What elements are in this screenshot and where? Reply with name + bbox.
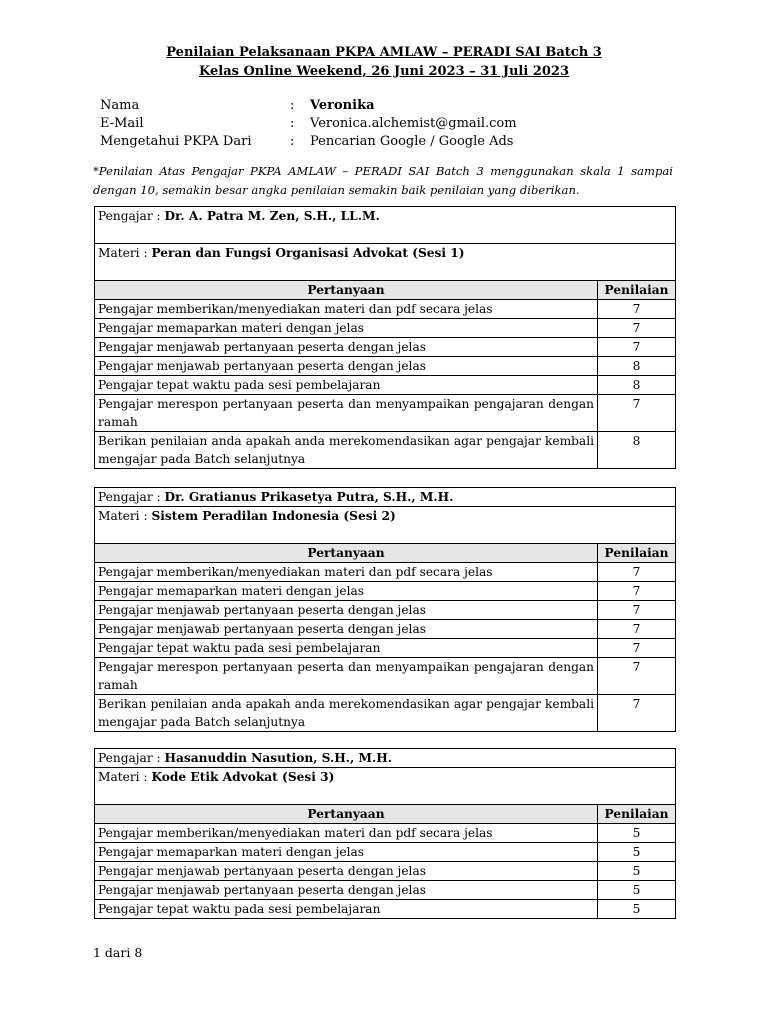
topic-label: Materi : bbox=[98, 770, 152, 784]
table-row bbox=[95, 357, 676, 376]
question-text: Pengajar memberikan/menyediakan materi dan pdf secara jelas bbox=[95, 824, 598, 843]
column-header-score: Penilaian bbox=[598, 544, 676, 563]
table-header-row bbox=[95, 544, 676, 563]
score-value: 7 bbox=[598, 601, 676, 620]
topic-row bbox=[95, 768, 676, 805]
document-title: Penilaian Pelaksanaan PKPA AMLAW – PERADI SAI Batch 3 bbox=[166, 45, 602, 60]
table-row bbox=[95, 658, 676, 695]
name-value: Veronika bbox=[310, 98, 375, 113]
table-row bbox=[95, 376, 676, 395]
evaluation-table-1 bbox=[94, 206, 676, 469]
table-row bbox=[95, 900, 676, 919]
table-row bbox=[95, 695, 676, 732]
source-label: Mengetahui PKPA Dari bbox=[100, 134, 252, 149]
table-row bbox=[95, 881, 676, 900]
teacher-label: Pengajar : bbox=[98, 751, 165, 765]
question-text: Pengajar memaparkan materi dengan jelas bbox=[95, 843, 598, 862]
table-row bbox=[95, 319, 676, 338]
question-text: Pengajar menjawab pertanyaan peserta dengan jelas bbox=[95, 862, 598, 881]
info-row-name bbox=[100, 97, 517, 115]
column-header-score: Penilaian bbox=[598, 805, 676, 824]
score-value: 7 bbox=[598, 582, 676, 601]
score-value: 5 bbox=[598, 900, 676, 919]
email-label: E-Mail bbox=[100, 116, 144, 131]
question-text: Pengajar merespon pertanyaan peserta dan menyampaikan pengajaran dengan ramah bbox=[95, 658, 598, 695]
table-row bbox=[95, 338, 676, 357]
topic-name: Kode Etik Advokat (Sesi 3) bbox=[151, 770, 335, 784]
page-number: 1 dari 8 bbox=[93, 945, 143, 960]
question-text: Pengajar tepat waktu pada sesi pembelajaran bbox=[95, 639, 598, 658]
question-text: Pengajar menjawab pertanyaan peserta dengan jelas bbox=[95, 601, 598, 620]
topic-label: Materi : bbox=[98, 509, 152, 523]
topic-label: Materi : bbox=[98, 246, 152, 260]
teacher-name: Dr. Gratianus Prikasetya Putra, S.H., M.H. bbox=[164, 490, 454, 504]
question-text: Berikan penilaian anda apakah anda merekomendasikan agar pengajar kembali mengajar pada Batch selanjutnya bbox=[95, 695, 598, 732]
participant-info bbox=[100, 97, 517, 151]
info-row-source bbox=[100, 133, 517, 151]
topic-name: Sistem Peradilan Indonesia (Sesi 2) bbox=[151, 509, 396, 523]
teacher-name: Hasanuddin Nasution, S.H., M.H. bbox=[164, 751, 393, 765]
score-value: 8 bbox=[598, 357, 676, 376]
evaluation-table-2 bbox=[94, 487, 676, 732]
teacher-row bbox=[95, 207, 676, 244]
question-text: Pengajar menjawab pertanyaan peserta dengan jelas bbox=[95, 338, 598, 357]
document-subtitle: Kelas Online Weekend, 26 Juni 2023 – 31 Juli 2023 bbox=[198, 64, 570, 79]
question-text: Pengajar memaparkan materi dengan jelas bbox=[95, 582, 598, 601]
score-value: 5 bbox=[598, 824, 676, 843]
score-value: 7 bbox=[598, 620, 676, 639]
score-value: 5 bbox=[598, 862, 676, 881]
table-row bbox=[95, 601, 676, 620]
teacher-row bbox=[95, 749, 676, 768]
question-text: Pengajar memaparkan materi dengan jelas bbox=[95, 319, 598, 338]
score-value: 7 bbox=[598, 300, 676, 319]
teacher-label: Pengajar : bbox=[98, 209, 165, 223]
question-text: Pengajar menjawab pertanyaan peserta dengan jelas bbox=[95, 620, 598, 639]
teacher-row bbox=[95, 488, 676, 507]
column-header-question: Pertanyaan bbox=[95, 544, 598, 563]
question-text: Pengajar memberikan/menyediakan materi dan pdf secara jelas bbox=[95, 300, 598, 319]
table-header-row bbox=[95, 281, 676, 300]
question-text: Pengajar menjawab pertanyaan peserta dengan jelas bbox=[95, 357, 598, 376]
name-label: Nama bbox=[100, 98, 140, 113]
teacher-label: Pengajar : bbox=[98, 490, 165, 504]
score-value: 7 bbox=[598, 695, 676, 732]
table-header-row bbox=[95, 805, 676, 824]
email-value: Veronica.alchemist@gmail.com bbox=[310, 116, 517, 131]
colon: : bbox=[290, 116, 295, 131]
question-text: Pengajar tepat waktu pada sesi pembelajaran bbox=[95, 376, 598, 395]
table-row bbox=[95, 862, 676, 881]
rating-scale-note: *Penilaian Atas Pengajar PKPA AMLAW – PERADI SAI Batch 3 menggunakan skala 1 sampai dengan 10, semakin besar angka penilaian semakin baik penilaian yang diberikan. bbox=[93, 164, 673, 197]
score-value: 7 bbox=[598, 338, 676, 357]
evaluation-table-3 bbox=[94, 748, 676, 919]
score-value: 7 bbox=[598, 658, 676, 695]
score-value: 8 bbox=[598, 432, 676, 469]
topic-row bbox=[95, 244, 676, 281]
colon: : bbox=[290, 98, 295, 113]
teacher-name: Dr. A. Patra M. Zen, S.H., LL.M. bbox=[164, 209, 380, 223]
column-header-question: Pertanyaan bbox=[95, 281, 598, 300]
score-value: 7 bbox=[598, 319, 676, 338]
table-row bbox=[95, 300, 676, 319]
table-row bbox=[95, 639, 676, 658]
question-text: Pengajar merespon pertanyaan peserta dan menyampaikan pengajaran dengan ramah bbox=[95, 395, 598, 432]
score-value: 5 bbox=[598, 843, 676, 862]
table-row bbox=[95, 432, 676, 469]
score-value: 7 bbox=[598, 563, 676, 582]
score-value: 7 bbox=[598, 639, 676, 658]
colon: : bbox=[290, 134, 295, 149]
question-text: Berikan penilaian anda apakah anda merekomendasikan agar pengajar kembali mengajar pada Batch selanjutnya bbox=[95, 432, 598, 469]
source-value: Pencarian Google / Google Ads bbox=[310, 134, 514, 149]
topic-name: Peran dan Fungsi Organisasi Advokat (Sesi 1) bbox=[151, 246, 465, 260]
table-row bbox=[95, 582, 676, 601]
score-value: 7 bbox=[598, 395, 676, 432]
info-row-email bbox=[100, 115, 517, 133]
column-header-question: Pertanyaan bbox=[95, 805, 598, 824]
table-row bbox=[95, 824, 676, 843]
question-text: Pengajar menjawab pertanyaan peserta dengan jelas bbox=[95, 881, 598, 900]
table-row bbox=[95, 620, 676, 639]
column-header-score: Penilaian bbox=[598, 281, 676, 300]
score-value: 5 bbox=[598, 881, 676, 900]
score-value: 8 bbox=[598, 376, 676, 395]
question-text: Pengajar memberikan/menyediakan materi dan pdf secara jelas bbox=[95, 563, 598, 582]
table-row bbox=[95, 563, 676, 582]
table-row bbox=[95, 395, 676, 432]
table-row bbox=[95, 843, 676, 862]
topic-row bbox=[95, 507, 676, 544]
question-text: Pengajar tepat waktu pada sesi pembelajaran bbox=[95, 900, 598, 919]
